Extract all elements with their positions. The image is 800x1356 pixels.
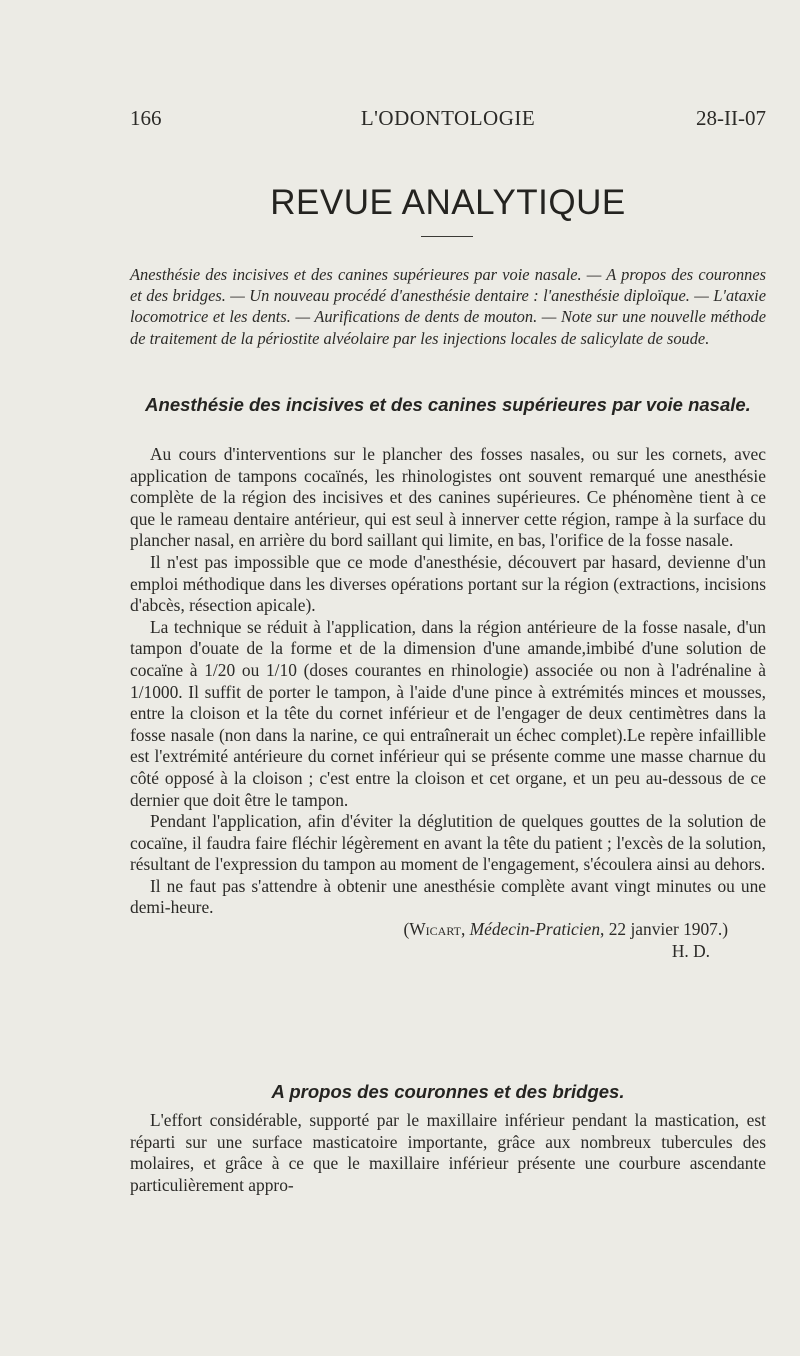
title-divider — [421, 236, 473, 237]
issue-date: 28-II-07 — [696, 106, 766, 130]
citation-author: Wicart — [409, 919, 461, 940]
paragraph: L'effort considérable, supporté par le maxillaire inférieur pendant la mastication, est réparti sur une surface masticatoire importante, grâce aux nombreux tubercules des molaires, et grâce à ce que le maxillaire inférieur présente une courbure ascendante particulièrement appro- — [130, 1110, 766, 1195]
paragraph: Il ne faut pas s'attendre à obtenir une anesthésie complète avant vingt minutes ou une demi-heure. — [130, 875, 766, 918]
section-body-couronnes — [130, 1110, 766, 1196]
page-number: 166 — [130, 106, 162, 130]
paragraph: Il n'est pas impossible que ce mode d'anesthésie, découvert par hasard, devienne d'un emploi méthodique dans les diverses opérations portant sur la région (extractions, incisions d'abcès, résection apicale). — [130, 551, 766, 616]
summary-abstract: Anesthésie des incisives et des canines supérieures par voie nasale. — A propos des couronnes et des bridges. — Un nouveau procédé d'anesthésie dentaire : l'anesthésie diploïque. — L'ataxie locomotrice et les dents. — Aurifications de dents de mouton. — Note sur une nouvelle méthode de traitement de la périostite alvéolaire par les injections locales de salicylate de soude. — [130, 265, 766, 348]
paragraph: La technique se réduit à l'application, dans la région antérieure de la fosse nasale, d'un tampon d'ouate de la forme et de la dimension d'une amande,imbibé d'une solution de cocaïne à 1/20 ou 1/10 (doses courantes en rhinologie) associée ou non à l'adrénaline à 1/1000. Il suffit de porter le tampon, à l'aide d'une pince à extrémités minces et mousses, entre la cloison et la tête du cornet inférieur et de l'engager de deux centimètres dans la fosse nasale (non dans la narine, ce qui entraînerait un échec complet).Le repère infaillible est l'extrémité antérieure du cornet inférieur qui se présente comme une masse charnue du côté opposé à la cloison ; c'est entre la cloison et cet organe, et un peu au-dessous de ce dernier que doit être le tampon. — [130, 616, 766, 810]
citation-separator: , — [460, 919, 470, 940]
page-title: REVUE ANALYTIQUE — [270, 183, 626, 222]
signature: H. D. — [671, 940, 710, 961]
paragraph: Pendant l'application, afin d'éviter la déglutition de quelques gouttes de la solution de cocaïne, il faudra faire fléchir légèrement en avant la tête du patient ; l'excès de la solution, résultant de l'expression du tampon au moment de l'engagement, s'écoulera ainsi au dehors. — [130, 811, 766, 875]
section-heading-anesthesie: Anesthésie des incisives et des canines supérieures par voie nasale. — [145, 394, 751, 415]
citation-journal: Médecin-Praticien — [469, 919, 601, 940]
citation-open: ( — [403, 919, 410, 940]
citation-date: , 22 janvier 1907.) — [600, 919, 728, 940]
section-body-anesthesie — [130, 444, 766, 962]
page-header — [130, 104, 766, 132]
citation — [130, 919, 766, 941]
running-title: L'ODONTOLOGIE — [360, 106, 536, 130]
section-heading-couronnes: A propos des couronnes et des bridges. — [271, 1081, 625, 1102]
paragraph: Au cours d'interventions sur le plancher des fosses nasales, ou sur les cornets, avec application de tampons cocaïnés, les rhinologistes ont souvent remarqué une anesthésie complète de la région des incisives et des canines supérieures. Ce phénomène tient à ce que le rameau dentaire antérieur, qui est seul à innerver cette région, rampe à la surface du plancher nasal, en arrière du bord saillant qui limite, en bas, l'orifice de la fosse nasale. — [130, 444, 766, 551]
